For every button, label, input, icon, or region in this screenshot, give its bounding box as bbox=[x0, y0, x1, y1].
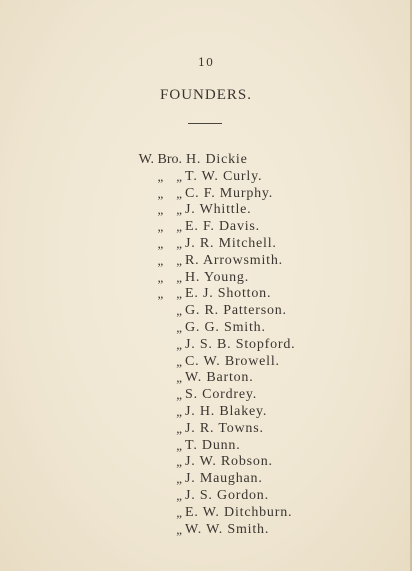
founder-name: J. Maughan. bbox=[185, 471, 263, 487]
founder-prefix: „ bbox=[176, 336, 182, 352]
founder-row bbox=[0, 253, 412, 270]
founder-row bbox=[0, 421, 412, 438]
founder-prefix: „ bbox=[176, 403, 182, 419]
founder-row bbox=[0, 286, 412, 303]
founder-name: J. W. Robson. bbox=[185, 454, 273, 470]
founder-row bbox=[0, 303, 412, 320]
founder-name: G. R. Patterson. bbox=[185, 303, 287, 319]
founder-prefix: „ „ bbox=[157, 286, 182, 302]
founder-name: H. Young. bbox=[185, 269, 249, 285]
founder-name: J. Whittle. bbox=[185, 202, 252, 218]
founder-prefix: „ bbox=[176, 319, 182, 335]
founder-row bbox=[0, 169, 412, 186]
founder-name: J. H. Blakey. bbox=[185, 403, 268, 419]
founder-name: R. Arrowsmith. bbox=[185, 252, 283, 268]
founder-prefix: „ „ bbox=[157, 202, 182, 218]
founder-name: W. Barton. bbox=[185, 370, 254, 386]
founder-name: T. W. Curly. bbox=[185, 168, 263, 184]
founder-prefix: „ bbox=[176, 420, 182, 436]
founder-name: S. Cordrey. bbox=[185, 387, 258, 403]
founder-prefix: „ bbox=[176, 504, 182, 520]
founder-prefix: „ bbox=[176, 437, 182, 453]
title-divider bbox=[188, 123, 222, 124]
founder-row bbox=[0, 337, 412, 354]
founder-prefix: „ bbox=[176, 454, 182, 470]
founder-name: E. F. Davis. bbox=[185, 219, 260, 235]
founder-name: J. R. Towns. bbox=[185, 420, 264, 436]
founder-row bbox=[0, 522, 412, 539]
founder-name: C. W. Browell. bbox=[185, 353, 280, 369]
founder-row bbox=[0, 354, 412, 371]
founder-prefix: „ bbox=[176, 303, 182, 319]
founder-row bbox=[0, 219, 412, 236]
founder-name: W. W. Smith. bbox=[185, 521, 270, 537]
founder-prefix: „ „ bbox=[157, 185, 182, 201]
founder-row bbox=[0, 438, 412, 455]
founder-name: E. W. Ditchburn. bbox=[185, 504, 293, 520]
founder-prefix: „ „ bbox=[157, 219, 182, 235]
page-title: FOUNDERS. bbox=[160, 87, 252, 103]
founder-row bbox=[0, 270, 412, 287]
founders-list bbox=[0, 152, 412, 538]
founder-name: J. S. Gordon. bbox=[185, 487, 269, 503]
founder-name: H. Dickie bbox=[186, 152, 248, 167]
founder-prefix: „ bbox=[176, 370, 182, 386]
founder-row bbox=[0, 202, 412, 219]
founder-prefix: „ bbox=[176, 471, 182, 487]
founder-row bbox=[0, 471, 412, 488]
founder-name: J. R. Mitchell. bbox=[185, 235, 277, 251]
founder-row bbox=[0, 488, 412, 505]
founder-row bbox=[0, 236, 412, 253]
founder-prefix: „ „ bbox=[157, 168, 182, 184]
founder-row bbox=[0, 370, 412, 387]
founder-prefix: W. Bro. bbox=[138, 152, 182, 167]
page-number: 10 bbox=[198, 56, 214, 69]
founder-row bbox=[0, 454, 412, 471]
founder-row bbox=[0, 387, 412, 404]
founder-prefix: „ „ bbox=[157, 252, 182, 268]
founder-name: T. Dunn. bbox=[185, 437, 241, 453]
founder-name: E. J. Shotton. bbox=[185, 286, 272, 302]
founder-name: G. G. Smith. bbox=[185, 319, 266, 335]
founder-row bbox=[0, 505, 412, 522]
founder-prefix: „ bbox=[176, 387, 182, 403]
founder-name: C. F. Murphy. bbox=[185, 185, 274, 201]
founder-name: J. S. B. Stopford. bbox=[185, 336, 296, 352]
founder-prefix: „ bbox=[176, 353, 182, 369]
founder-row bbox=[0, 152, 412, 169]
founder-prefix: „ „ bbox=[157, 269, 182, 285]
founder-row bbox=[0, 404, 412, 421]
founder-row bbox=[0, 186, 412, 203]
founder-prefix: „ „ bbox=[157, 235, 182, 251]
founder-row bbox=[0, 320, 412, 337]
founder-prefix: „ bbox=[176, 487, 182, 503]
founder-prefix: „ bbox=[176, 521, 182, 537]
